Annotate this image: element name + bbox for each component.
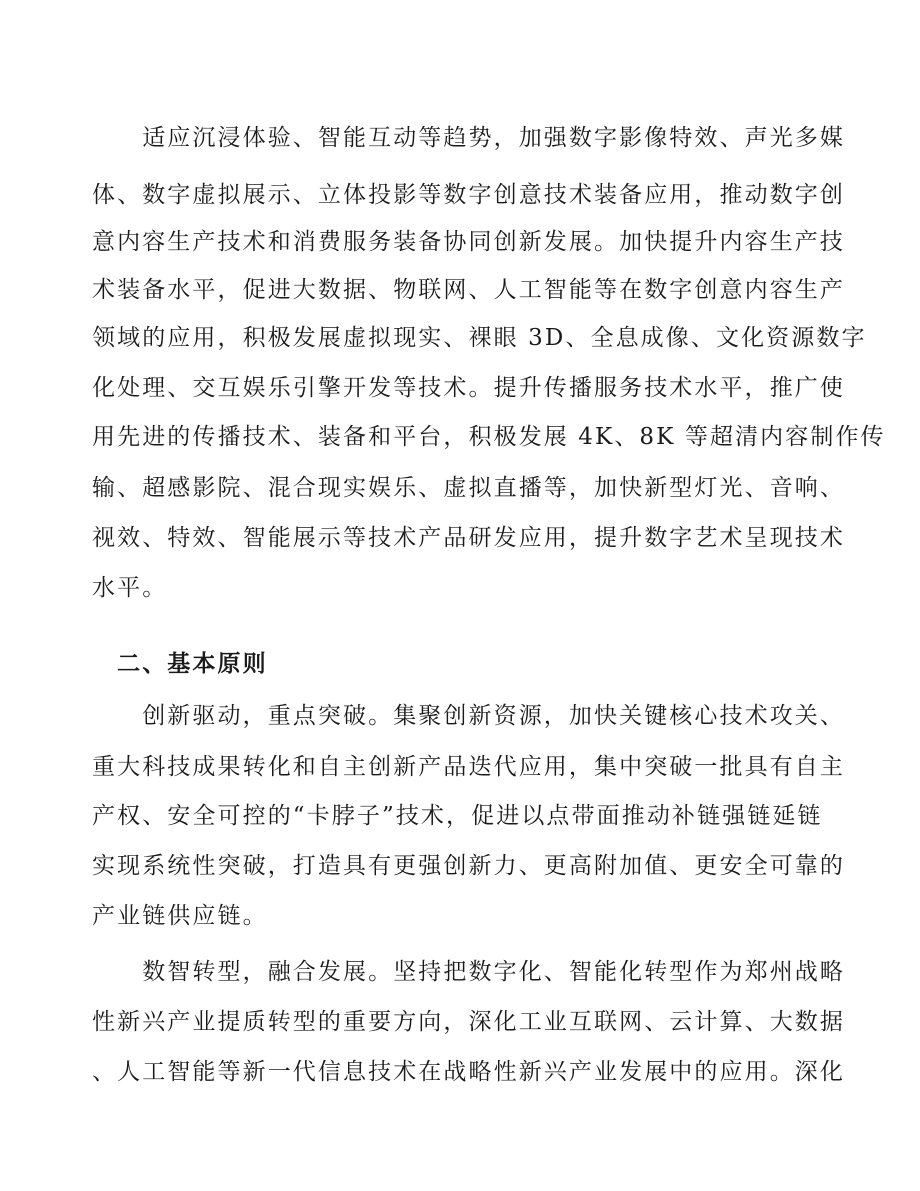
paragraph-line: 意内容生产技术和消费服务装备协同创新发展。加快提升内容生产技: [92, 229, 845, 255]
paragraph-line: 重大科技成果转化和自主创新产品迭代应用，集中突破一批具有自主: [92, 754, 845, 780]
paragraph-line: 性新兴产业提质转型的重要方向，深化工业互联网、云计算、大数据: [92, 1009, 845, 1035]
paragraph-line: 适应沉浸体验、智能互动等趋势，加强数字影像特效、声光多媒: [92, 125, 845, 151]
section-heading: 二、基本原则: [92, 650, 268, 677]
paragraph-line: 用先进的传播技术、装备和平台，积极发展 4K、8K 等超清内容制作传: [92, 424, 886, 450]
paragraph-line: 视效、特效、智能展示等技术产品研发应用，提升数字艺术呈现技术: [92, 525, 845, 551]
paragraph-line: 产权、安全可控的“卡脖子”技术，促进以点带面推动补链强链延链: [92, 803, 823, 829]
paragraph-line: 、人工智能等新一代信息技术在战略性新兴产业发展中的应用。深化: [92, 1059, 845, 1085]
paragraph-line: 术装备水平，促进大数据、物联网、人工智能等在数字创意内容生产: [92, 277, 845, 303]
paragraph-line: 输、超感影院、混合现实娱乐、虚拟直播等，加快新型灯光、音响、: [92, 475, 845, 501]
paragraph-line: 数智转型，融合发展。坚持把数字化、智能化转型作为郑州战略: [92, 959, 845, 985]
paragraph-line: 创新驱动，重点突破。集聚创新资源，加快关键核心技术攻关、: [92, 703, 845, 729]
paragraph-line: 产业链供应链。: [92, 903, 268, 929]
paragraph-line: 化处理、交互娱乐引擎开发等技术。提升传播服务技术水平，推广使: [92, 375, 845, 401]
paragraph-line: 实现系统性突破，打造具有更强创新力、更高附加值、更安全可靠的: [92, 853, 845, 879]
paragraph-line: 领域的应用，积极发展虚拟现实、裸眼 3D、全息成像、文化资源数字: [92, 325, 867, 351]
paragraph-line: 体、数字虚拟展示、立体投影等数字创意技术装备应用，推动数字创: [92, 182, 845, 208]
paragraph-line: 水平。: [92, 575, 168, 601]
